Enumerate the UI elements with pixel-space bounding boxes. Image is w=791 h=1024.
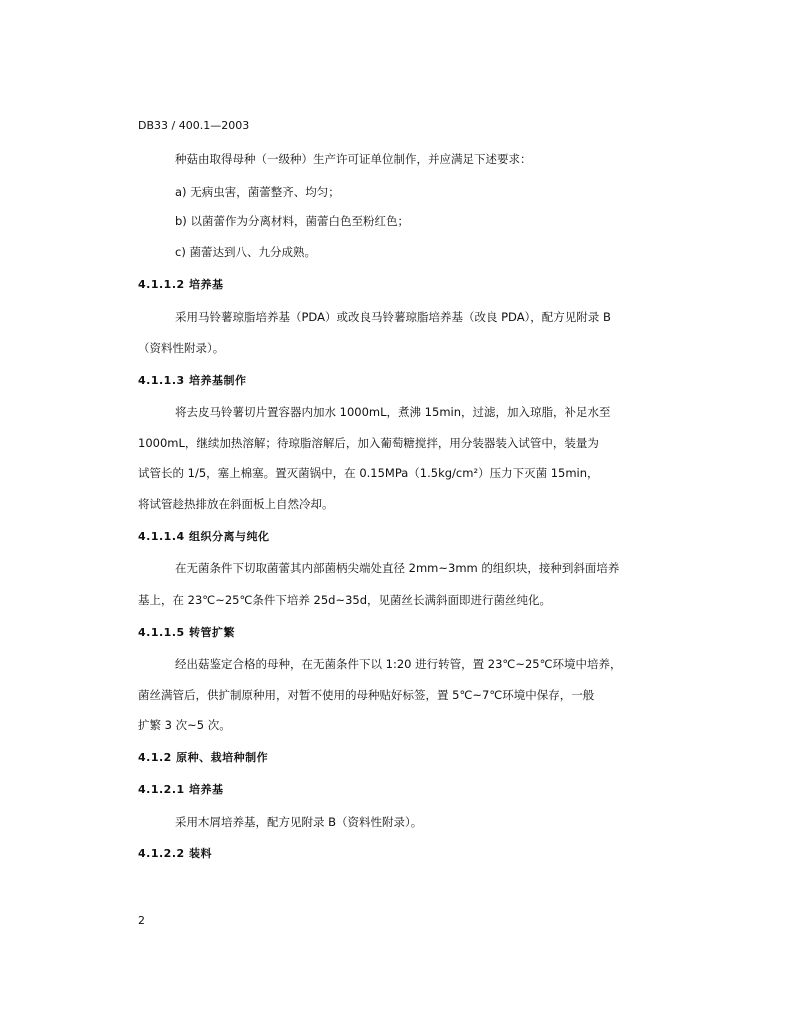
paragraph-line: 种菇由取得母种（一级种）生产许可证单位制作，并应满足下述要求： xyxy=(175,152,532,166)
paragraph-line: 采用木屑培养基，配方见附录 B（资料性附录）。 xyxy=(175,815,423,829)
paragraph-line: 菌丝满管后，供扩制原种用，对暂不使用的母种贴好标签，置 5℃~7℃环境中保存，一般 xyxy=(138,688,595,702)
paragraph-line: 1000mL，继续加热溶解；待琼脂溶解后，加入葡萄糖搅拌，用分装器装入试管中，装量为 xyxy=(138,436,599,450)
paragraph-line: （资料性附录）。 xyxy=(138,341,225,355)
section-heading-4-1-2: 4.1.2 原种、栽培种制作 xyxy=(138,751,269,764)
paragraph-line: 采用马铃薯琼脂培养基（PDA）或改良马铃薯琼脂培养基（改良 PDA），配方见附录 B xyxy=(175,310,611,324)
paragraph-line: 扩繁 3 次~5 次。 xyxy=(138,718,231,732)
paragraph-line: 经出菇鉴定合格的母种，在无菌条件下以 1:20 进行转管，置 23℃~25℃环境中培养， xyxy=(175,657,622,671)
paragraph-line: 在无菌条件下切取菌蕾其内部菌柄尖端处直径 2mm~3mm 的组织块，接种到斜面培养 xyxy=(175,561,620,575)
page-number: 2 xyxy=(138,914,145,927)
section-heading-4-1-1-3: 4.1.1.3 培养基制作 xyxy=(138,374,247,387)
list-item-c: c) 菌蕾达到八、九分成熟。 xyxy=(175,245,316,259)
list-item-a: a) 无病虫害，菌蕾整齐、均匀； xyxy=(175,185,340,199)
document-id: DB33 / 400.1—2003 xyxy=(138,119,250,132)
paragraph-line: 将去皮马铃薯切片置容器内加水 1000mL，煮沸 15min，过滤，加入琼脂，补足水至 xyxy=(175,405,611,419)
list-item-b: b) 以菌蕾作为分离材料，菌蕾白色至粉红色； xyxy=(175,214,409,228)
paragraph-line: 基上，在 23℃~25℃条件下培养 25d~35d，见菌丝长满斜面即进行菌丝纯化。 xyxy=(138,593,552,607)
section-heading-4-1-2-1: 4.1.2.1 培养基 xyxy=(138,783,224,796)
section-heading-4-1-1-2: 4.1.1.2 培养基 xyxy=(138,278,224,291)
paragraph-line: 试管长的 1/5，塞上棉塞。置灭菌锅中，在 0.15MPa（1.5kg/cm²）压力下灭菌 15min， xyxy=(138,466,599,480)
section-heading-4-1-2-2: 4.1.2.2 装料 xyxy=(138,847,212,860)
section-heading-4-1-1-4: 4.1.1.4 组织分离与纯化 xyxy=(138,530,270,543)
section-heading-4-1-1-5: 4.1.1.5 转管扩繁 xyxy=(138,626,235,639)
paragraph-line: 将试管趁热排放在斜面板上自然冷却。 xyxy=(138,497,334,511)
